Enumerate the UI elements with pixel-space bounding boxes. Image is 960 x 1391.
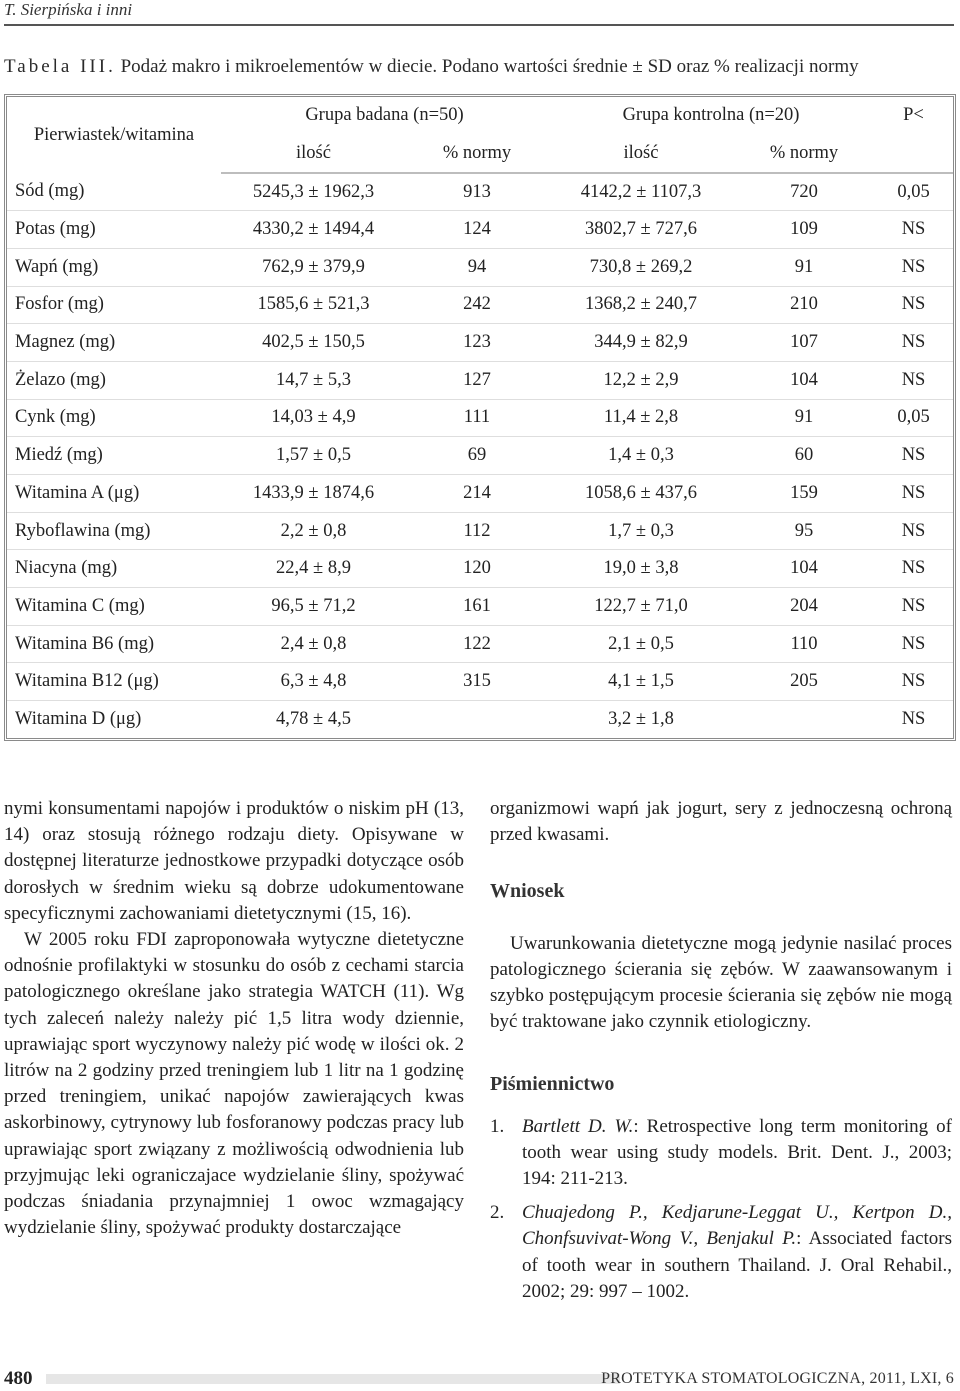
cell-element: Niacyna (mg)	[7, 550, 221, 588]
cell-study-percent	[406, 701, 548, 739]
table-row	[7, 701, 953, 739]
header-study-group: Grupa badana (n=50)	[305, 105, 464, 125]
cell-study-percent: 214	[406, 475, 548, 513]
cell-study-percent: 120	[406, 550, 548, 588]
cell-element: Fosfor (mg)	[7, 286, 221, 324]
table-row	[7, 625, 953, 663]
cell-control-percent: 159	[734, 475, 874, 513]
cell-element: Witamina B6 (mg)	[7, 625, 221, 663]
table-row	[7, 286, 953, 324]
cell-control-percent: 104	[734, 550, 874, 588]
table-row	[7, 550, 953, 588]
cell-element: Miedź (mg)	[7, 437, 221, 475]
cell-control-amount: 1058,6 ± 437,6	[548, 475, 734, 513]
cell-control-percent: 109	[734, 211, 874, 249]
cell-study-amount: 96,5 ± 71,2	[221, 588, 406, 626]
cell-element: Potas (mg)	[7, 211, 221, 249]
header-rule	[4, 24, 954, 26]
cell-study-percent: 112	[406, 512, 548, 550]
cell-control-amount: 122,7 ± 71,0	[548, 588, 734, 626]
reference-item	[490, 1200, 952, 1305]
body-paragraph: nymi konsumentami napojów i produktów o niskim pH (13, 14) oraz stosują różnego rodzaju diety. Opisywane w dostępnej literaturze jednostkowe przypadki dotyczące osób dorosłych w średnim wieku są dobrze udokumentowane specyficznymi zachowaniami dietetycznymi (15, 16).	[4, 798, 464, 924]
table-row	[7, 588, 953, 626]
reference-text: : Retrospective long term monitoring of tooth wear using study models. Brit. Dent. J., 2003; 194: 211-213.	[522, 1115, 953, 1190]
cell-control-amount: 3,2 ± 1,8	[548, 701, 734, 739]
journal-name: PROTETYKA STOMATOLOGICZNA, 2011, LXI, 6	[601, 1370, 954, 1387]
cell-study-amount: 6,3 ± 4,8	[221, 663, 406, 701]
cell-control-amount: 11,4 ± 2,8	[548, 399, 734, 437]
running-head: T. Sierpińska i inni	[4, 0, 133, 19]
cell-study-percent: 69	[406, 437, 548, 475]
cell-element: Wapń (mg)	[7, 248, 221, 286]
cell-control-percent: 210	[734, 286, 874, 324]
cell-control-percent: 205	[734, 663, 874, 701]
subheader-study-percent: % normy	[406, 134, 548, 173]
conclusion-paragraph: Uwarunkowania dietetyczne mogą jedynie nasilać proces patologicznego ścierania się zębów. W zaawansowanym i szybko postępującym procesie ścierania się zębów nie mogą być traktowane jako czynnik etiologiczny.	[490, 932, 952, 1033]
references-heading: Piśmiennictwo	[490, 1073, 615, 1096]
cell-control-percent: 204	[734, 588, 874, 626]
table-row	[7, 361, 953, 399]
cell-study-amount: 402,5 ± 150,5	[221, 324, 406, 362]
reference-authors: Bartlett D. W.	[522, 1115, 634, 1137]
cell-study-percent: 242	[406, 286, 548, 324]
cell-element: Witamina C (mg)	[7, 588, 221, 626]
cell-study-amount: 14,03 ± 4,9	[221, 399, 406, 437]
header-control-group: Grupa kontrolna (n=20)	[622, 105, 800, 125]
reference-text: : Associated factors of tooth wear in southern Thailand. J. Oral Rehabil., 2002; 29: 997 – 1002.	[522, 1228, 952, 1302]
cell-element: Witamina A (μg)	[7, 475, 221, 513]
cell-control-amount: 1,7 ± 0,3	[548, 512, 734, 550]
cell-control-percent: 91	[734, 399, 874, 437]
subheader-control-percent: % normy	[734, 134, 874, 173]
table-row	[7, 437, 953, 475]
table-caption-text: Podaż makro i mikroelementów w diecie. Podano wartości średnie ± SD oraz % realizacji normy	[120, 56, 859, 77]
cell-study-amount: 4330,2 ± 1494,4	[221, 211, 406, 249]
cell-control-amount: 4142,2 ± 1107,3	[580, 181, 702, 202]
cell-p-value: NS	[874, 701, 953, 739]
cell-study-percent: 161	[406, 588, 548, 626]
cell-control-amount: 4,1 ± 1,5	[548, 663, 734, 701]
header-p-value: P<	[903, 105, 924, 125]
table-row	[7, 324, 953, 362]
table-row	[7, 211, 953, 249]
cell-study-amount: 14,7 ± 5,3	[221, 361, 406, 399]
subheader-study-amount: ilość	[221, 134, 406, 173]
cell-control-percent: 95	[734, 512, 874, 550]
cell-study-percent: 913	[463, 181, 491, 202]
cell-element: Witamina D (μg)	[7, 701, 221, 739]
cell-element: Ryboflawina (mg)	[7, 512, 221, 550]
cell-p-value: NS	[874, 512, 953, 550]
cell-control-percent: 110	[734, 625, 874, 663]
cell-study-amount: 1433,9 ± 1874,6	[221, 475, 406, 513]
right-column	[490, 796, 952, 1313]
table-row	[7, 512, 953, 550]
cell-p-value: NS	[874, 211, 953, 249]
cell-p-value: 0,05	[897, 181, 930, 202]
cell-study-percent: 122	[406, 625, 548, 663]
cell-control-amount: 3802,7 ± 727,6	[548, 211, 734, 249]
left-column	[4, 796, 464, 1241]
cell-p-value: NS	[874, 475, 953, 513]
cell-element: Sód (mg)	[15, 181, 85, 202]
table-caption	[4, 56, 956, 78]
subheader-empty	[874, 134, 953, 173]
cell-p-value: NS	[874, 286, 953, 324]
cell-control-amount: 19,0 ± 3,8	[548, 550, 734, 588]
table-label: Tabela III.	[4, 56, 116, 77]
cell-study-amount: 4,78 ± 4,5	[221, 701, 406, 739]
cell-p-value: NS	[874, 324, 953, 362]
cell-control-percent: 60	[734, 437, 874, 475]
cell-control-percent: 720	[790, 181, 818, 202]
table-row	[7, 399, 953, 437]
cell-study-percent: 315	[406, 663, 548, 701]
cell-control-percent: 107	[734, 324, 874, 362]
cell-study-amount: 5245,3 ± 1962,3	[252, 181, 375, 202]
cell-study-amount: 762,9 ± 379,9	[221, 248, 406, 286]
cell-control-amount: 2,1 ± 0,5	[548, 625, 734, 663]
body-paragraph: W 2005 roku FDI zaproponowała wytyczne dietetyczne odnośnie profilaktyki w stosunku do osób z cechami starcia patologicznego określane jako strategia WATCH (11). Wg tych zaleceń należy należy pić 1,5 litra wody dziennie, uprawiając sport wyczynowy należy pić wodę w ilości ok. 2 litrów na 2 godziny przed treningiem lub 1 litr na 1 godzinę przed treningiem, unikać napojów zawierających kwas askorbinowy, cytrynowy lub fosforanowy podczas pracy lub uprawiając sport związany z możliwością odwodnienia lub przyjmując leki ograniczajace wydzielanie śliny, spożywać podczas śniadania przynajmniej 1 owoc wzmagający wydzielanie śliny, spożywać produkty dostarczające	[4, 929, 464, 1239]
cell-study-percent: 94	[406, 248, 548, 286]
cell-p-value: NS	[874, 625, 953, 663]
header-element: Pierwiastek/witamina	[33, 124, 195, 145]
nutrient-table	[4, 94, 956, 741]
table-row	[7, 475, 953, 513]
cell-control-amount: 12,2 ± 2,9	[548, 361, 734, 399]
cell-study-amount: 22,4 ± 8,9	[221, 550, 406, 588]
cell-control-amount: 1368,2 ± 240,7	[548, 286, 734, 324]
reference-item	[490, 1114, 952, 1193]
cell-study-percent: 111	[406, 399, 548, 437]
cell-study-amount: 2,2 ± 0,8	[221, 512, 406, 550]
cell-control-amount: 344,9 ± 82,9	[548, 324, 734, 362]
cell-p-value: NS	[874, 663, 953, 701]
cell-control-percent	[734, 701, 874, 739]
cell-control-amount: 730,8 ± 269,2	[548, 248, 734, 286]
references-list	[490, 1114, 952, 1305]
cell-control-amount: 1,4 ± 0,3	[548, 437, 734, 475]
cell-p-value: NS	[874, 361, 953, 399]
body-paragraph: organizmowi wapń jak jogurt, sery z jednoczesną ochroną przed kwasami.	[490, 798, 952, 846]
cell-p-value: 0,05	[874, 399, 953, 437]
conclusion-heading: Wniosek	[490, 880, 565, 903]
table-row	[7, 248, 953, 286]
cell-element: Witamina B12 (μg)	[7, 663, 221, 701]
cell-p-value: NS	[874, 588, 953, 626]
reference-authors: Chuajedong P., Kedjarune-Leggat U., Kertpon D., Chonfsuvivat-Wong V., Benjakul P.	[522, 1202, 952, 1250]
cell-element: Magnez (mg)	[7, 324, 221, 362]
reference-number: 1.	[490, 1115, 505, 1137]
cell-study-amount: 1585,6 ± 521,3	[221, 286, 406, 324]
subheader-control-amount: ilość	[548, 134, 734, 173]
cell-study-amount: 2,4 ± 0,8	[221, 625, 406, 663]
cell-study-amount: 1,57 ± 0,5	[221, 437, 406, 475]
cell-study-percent: 123	[406, 324, 548, 362]
table-row	[7, 173, 953, 211]
reference-number: 2.	[490, 1202, 505, 1224]
page-number: 480	[4, 1368, 33, 1389]
cell-study-percent: 127	[406, 361, 548, 399]
cell-control-percent: 91	[734, 248, 874, 286]
cell-study-percent: 124	[406, 211, 548, 249]
footer-rule	[46, 1374, 620, 1384]
cell-p-value: NS	[874, 437, 953, 475]
cell-control-percent: 104	[734, 361, 874, 399]
cell-p-value: NS	[874, 550, 953, 588]
table-row	[7, 663, 953, 701]
cell-p-value: NS	[874, 248, 953, 286]
cell-element: Żelazo (mg)	[7, 361, 221, 399]
cell-element: Cynk (mg)	[7, 399, 221, 437]
